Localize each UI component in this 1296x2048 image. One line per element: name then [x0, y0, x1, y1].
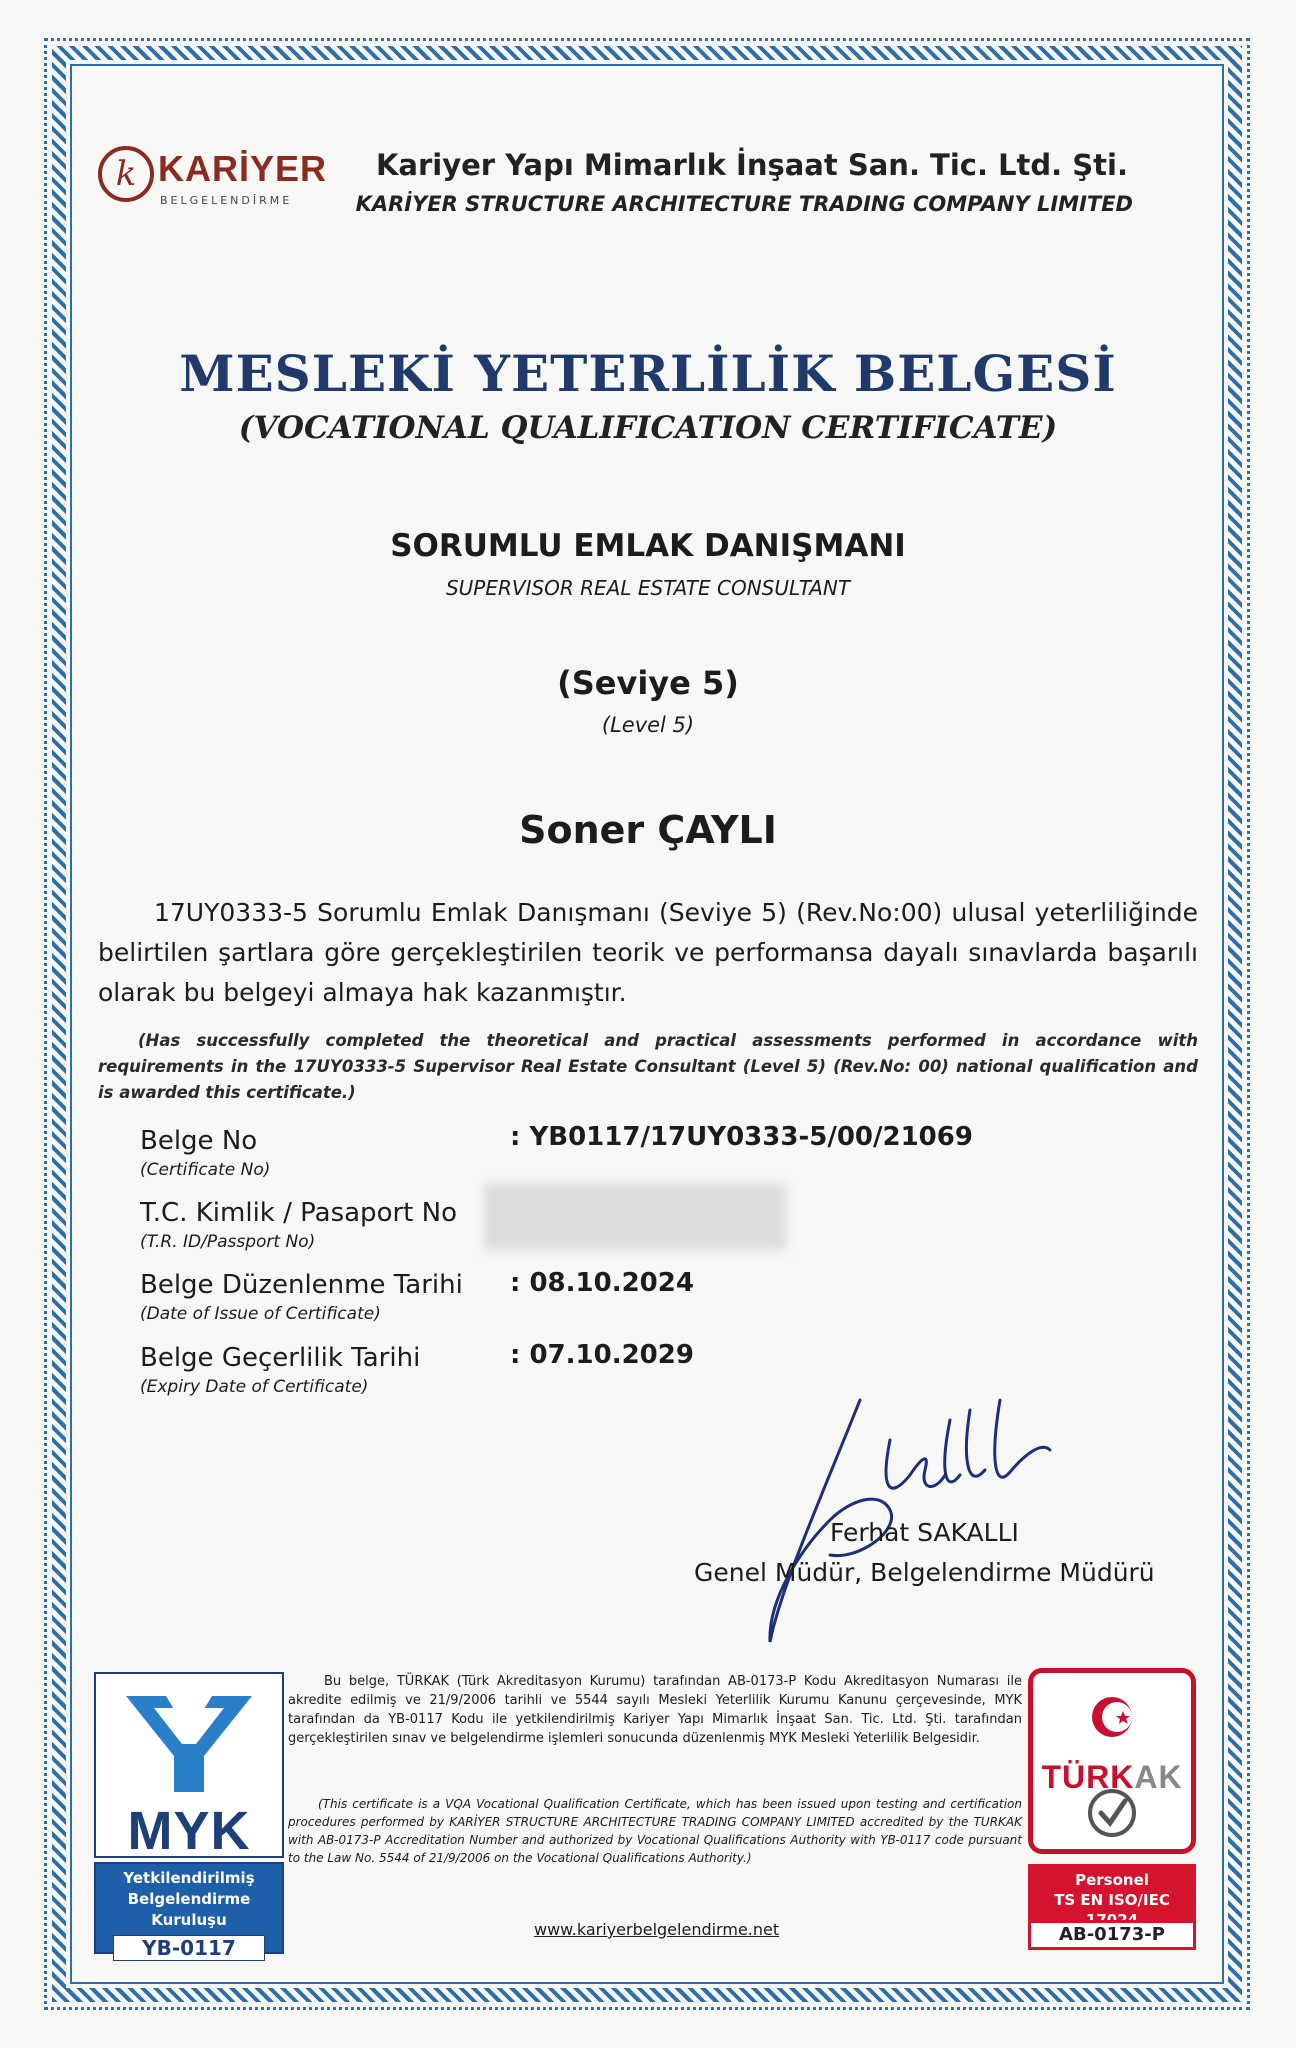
- issuer-name-tr: Kariyer Yapı Mimarlık İnşaat San. Tic. Ltd. Şti.: [375, 148, 1128, 182]
- accreditation-note-tr: Bu belge, TÜRKAK (Türk Akreditasyon Kurumu) tarafından AB-0173-P Kodu Akreditasyon Numarası ile akredite edilmiş ve 21/9/2006 tarihli ve 5544 sayılı Mesleki Yeterlilik Kurumu Kanunu çerçevesinde, MYK tarafından da YB-0117 Kodu ile yetkilendirilmiş Kariyer Yapı Mimarlık İnşaat San. Tic. Ltd. Şti. tarafından gerçekleştirilen sınav ve belgelendirme işlemleri sonucunda düzenlenmiş MYK Mesleki Yeterlilik Belgesidir.: [288, 1674, 1022, 1746]
- cert-no-sublabel: (Certificate No): [140, 1160, 271, 1180]
- turkak-line2: TS EN ISO/IEC: [1054, 1891, 1170, 1909]
- profession-en: SUPERVISOR REAL ESTATE CONSULTANT: [445, 576, 851, 600]
- issuer-logo-k-icon: k: [98, 146, 154, 202]
- level-en: (Level 5): [601, 713, 695, 737]
- turkak-code: AB-0173-P: [1028, 1920, 1196, 1950]
- myk-code: YB-0117: [113, 1935, 265, 1961]
- myk-logo: [94, 1672, 284, 1861]
- website-link[interactable]: www.kariyerbelgelendirme.net: [534, 1920, 780, 1939]
- signatory-title: Genel Müdür, Belgelendirme Müdürü: [694, 1558, 1155, 1587]
- issue-date-sublabel: (Date of Issue of Certificate): [140, 1304, 381, 1324]
- expiry-date-value: : 07.10.2029: [510, 1340, 694, 1370]
- myk-badge: [94, 1672, 284, 1960]
- issuer-logo: [98, 138, 328, 218]
- turkak-word-b: AK: [1134, 1759, 1183, 1795]
- issue-date-label: Belge Düzenlenme Tarihi: [140, 1270, 463, 1300]
- statement-en: (Has successfully completed the theoretical and practical assessments performed in accordance with requirements in the 17UY0333-5 Supervisor Real Estate Consultant (Level 5) (Rev.No: 00) national qualification and is awarded this certificate.): [98, 1031, 1198, 1102]
- turkak-word-a: TÜRK: [1041, 1759, 1135, 1795]
- issuer-logo-word: KARİYER: [158, 148, 328, 189]
- expiry-date-label: Belge Geçerlilik Tarihi: [140, 1343, 421, 1373]
- expiry-date-sublabel: (Expiry Date of Certificate): [140, 1377, 369, 1397]
- myk-line1: Yetkilendirilmiş: [123, 1869, 255, 1887]
- certificate-title-en: (VOCATIONAL QUALIFICATION CERTIFICATE): [238, 410, 1058, 446]
- accreditation-note-en: (This certificate is a VQA Vocational Qualification Certificate, which has been issued upon testing and certification procedures performed by KARİYER STRUCTURE ARCHITECTURE TRADING COMPANY LIMITED accredited by the TURKAK with AB-0173-P Accreditation Number and authorized by Vocational Qualifications Authority with YB-0117 code pursuant to the Law No. 5544 of 21/9/2006 on the Vocational Qualifications Authority.): [288, 1797, 1022, 1865]
- id-no-redacted: [484, 1184, 786, 1250]
- turkak-word: [1033, 1759, 1191, 1796]
- myk-line2: Belgelendirme Kuruluşu: [127, 1890, 251, 1929]
- turkak-line1: Personel: [1075, 1871, 1149, 1889]
- myk-authorized-label: [94, 1862, 284, 1960]
- profession-tr: SORUMLU EMLAK DANIŞMANI: [390, 528, 906, 564]
- myk-logo-text: MYK: [127, 1801, 251, 1861]
- turkak-logo: [1028, 1668, 1196, 1854]
- id-no-label: T.C. Kimlik / Pasaport No: [140, 1198, 457, 1228]
- id-no-sublabel: (T.R. ID/Passport No): [140, 1232, 316, 1252]
- statement-tr: 17UY0333-5 Sorumlu Emlak Danışmanı (Seviye 5) (Rev.No:00) ulusal yeterliliğinde belirtilen şartlara göre gerçekleştirilen teorik ve performansa dayalı sınavlarda başarılı olarak bu belgeyi almaya hak kazanmıştır.: [98, 898, 1198, 1007]
- holder-name: Soner ÇAYLI: [519, 808, 777, 852]
- signatory-name: Ferhat SAKALLI: [830, 1518, 1019, 1547]
- turkak-badge: [1028, 1668, 1198, 1958]
- level-tr: (Seviye 5): [557, 664, 739, 702]
- issuer-logo-subtitle: BELGELENDİRME: [160, 194, 293, 207]
- turkak-standard-label: [1028, 1864, 1196, 1920]
- issue-date-value: : 08.10.2024: [510, 1268, 694, 1298]
- issuer-name-en: KARİYER STRUCTURE ARCHITECTURE TRADING COMPANY LIMITED: [355, 192, 1133, 216]
- cert-no-label: Belge No: [140, 1126, 258, 1156]
- cert-no-value: : YB0117/17UY0333-5/00/21069: [510, 1122, 973, 1152]
- myk-emblem-icon: [96, 1674, 282, 1804]
- certificate-title-tr: MESLEKİ YETERLİLİK BELGESİ: [179, 344, 1117, 403]
